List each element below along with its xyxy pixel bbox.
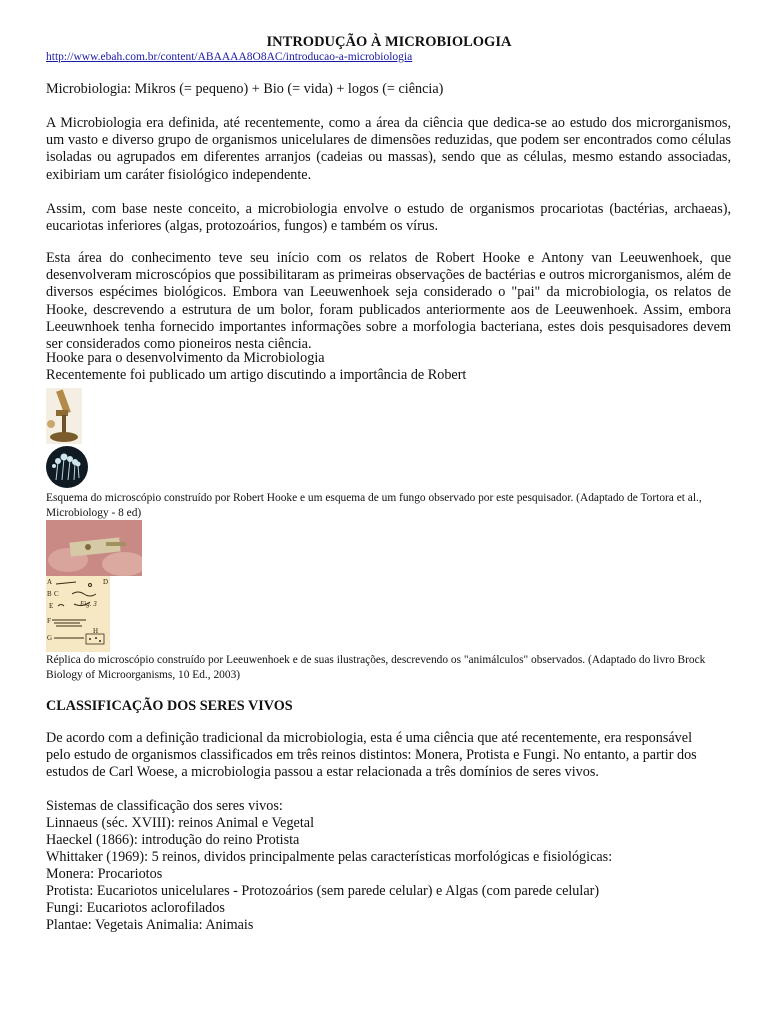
history-paragraph: Esta área do conhecimento teve seu início com os relatos de Robert Hooke e Antony van Leeuwenhoek, que desenvolveram microscópios que possibilitaram as primeiras observações de bactérias e outros microrganismos, além de diversos espécimes biológicos. Embora van Leeuwenhoek seja considerado o "pai" da microbiologia, os relatos de Hooke, descrevendo a estrutura de um bolor, foram publicados anteriormente aos de Leeuwenhoek. Assim, embora Leeuwnhoek tenha fornecido importantes informações sobre a morfologia bacteriana, estes dois pesquisadores devem ser considerados como pioneiros nesta ciência.: [46, 250, 731, 353]
figure-2-label-b: B: [47, 590, 52, 598]
figure-2-label-e: E: [49, 602, 54, 610]
hooke-microscope-image: [46, 388, 82, 444]
source-link[interactable]: http://www.ebah.com.br/content/ABAAAA8O8AC/introducao-a-microbiologia: [46, 51, 413, 63]
list-item: Haeckel (1866): introdução do reino Protista: [46, 832, 300, 848]
list-item: Fungi: Eucariotos aclorofilados: [46, 900, 225, 916]
etymology-paragraph: Microbiologia: Mikros (= pequeno) + Bio (= vida) + logos (= ciência): [46, 81, 444, 97]
figure-2-fig-label: Fig. 3: [80, 600, 97, 608]
leeuwenhoek-drawings-image: [46, 576, 110, 652]
list-item: Monera: Procariotos: [46, 866, 163, 882]
history-line-2: Hooke para o desenvolvimento da Microbiologia: [46, 350, 325, 366]
list-item: Plantae: Vegetais Animalia: Animais: [46, 917, 254, 933]
list-item: Sistemas de classificação dos seres vivos:: [46, 798, 283, 814]
history-line-3: Recentemente foi publicado um artigo discutindo a importância de Robert: [46, 367, 467, 383]
figure-2-label-a: A: [47, 578, 53, 586]
definition-paragraph: A Microbiologia era definida, até recentemente, como a área da ciência que dedica-se ao estudo dos microrganismos, um vasto e diverso grupo de organismos unicelulares de dimensões reduzidas, que podem ser encontrados como células isoladas ou agrupados em diferentes arranjos (cadeias ou massas), sendo que as células, mesmo estando associadas, exibiriam um caráter fisiológico independente.: [46, 115, 731, 183]
figure-2-label-f: F: [47, 617, 51, 625]
figure-2-caption: Réplica do microscópio construído por Leeuwenhoek e de suas ilustrações, descrevendo os "animálculos" observados. (Adaptado do livro Brock Biology of Microorganisms, 10 Ed., 2003): [46, 654, 706, 681]
leeuwenhoek-microscope-image: [46, 520, 142, 576]
classification-paragraph: De acordo com a definição tradicional da microbiologia, esta é uma ciência que até recentemente, era responsável pelo estudo de organismos classificados em três reinos distintos: Monera, Protista e Fungi. No entanto, a partir dos estudos de Carl Woese, a microbiologia passou a estar relacionada a três domínios de seres vivos.: [46, 730, 697, 781]
document-title: INTRODUÇÃO À MICROBIOLOGIA: [266, 34, 512, 50]
list-item: Protista: Eucariotos unicelulares - Protozoários (sem parede celular) e Algas (com parede celular): [46, 883, 600, 899]
hooke-fungus-image: [46, 444, 88, 490]
figure-2-label-c: C: [54, 590, 59, 598]
figure-2-label-g: G: [47, 634, 53, 642]
list-item: Whittaker (1969): 5 reinos, dividos principalmente pelas características morfológicas e fisiológicas:: [46, 849, 613, 865]
section-heading: CLASSIFICAÇÃO DOS SERES VIVOS: [46, 698, 293, 714]
figure-1-caption: Esquema do microscópio construído por Robert Hooke e um esquema de um fungo observado por este pesquisador. (Adaptado de Tortora et al., Microbiology - 8 ed): [46, 492, 702, 519]
list-item: Linnaeus (séc. XVIII): reinos Animal e Vegetal: [46, 815, 315, 831]
scope-paragraph: Assim, com base neste conceito, a microbiologia envolve o estudo de organismos procariotas (bactérias, archaeas), eucariotas inferiores (algas, protozoários, fungos) e também os vírus.: [46, 201, 731, 235]
figure-2-label-h: H: [93, 627, 99, 635]
figure-2-label-d: D: [103, 578, 109, 586]
